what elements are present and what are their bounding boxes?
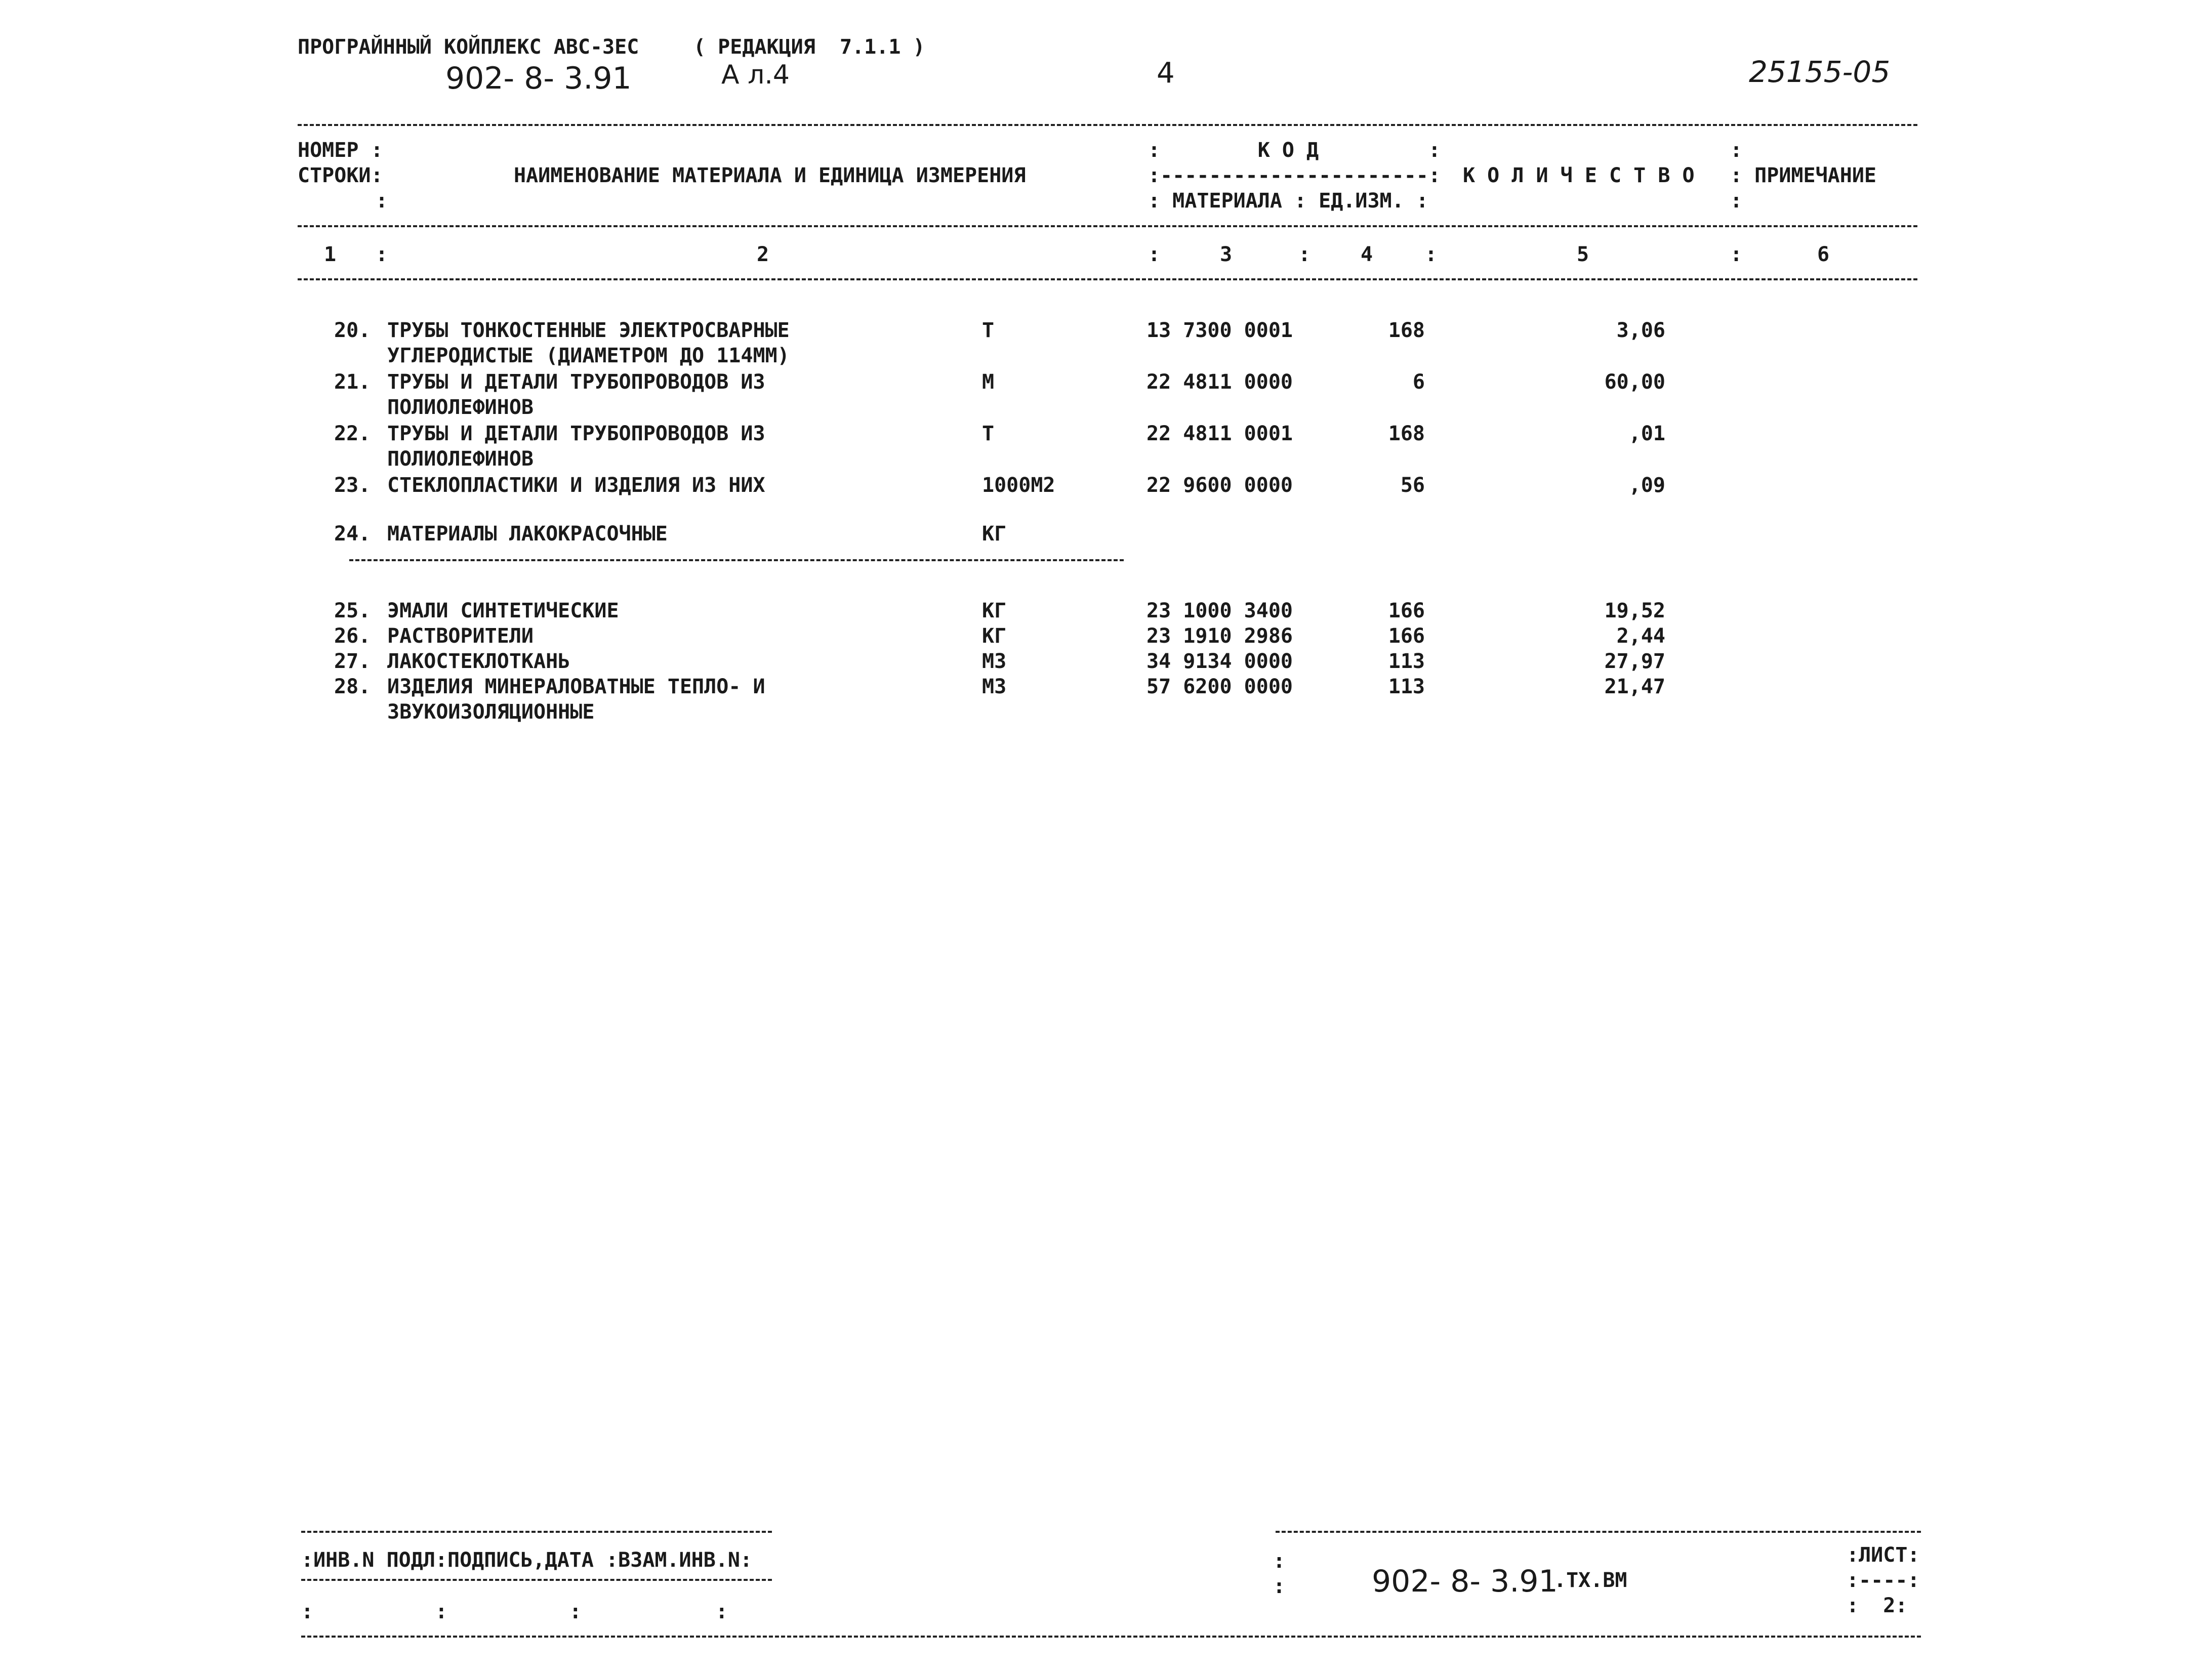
program-name: ПРОГРАЙННЫЙ КОЙПЛЕКС АВС-3ЕС — [298, 35, 639, 59]
row-quantity: 60,00 — [1604, 370, 1665, 394]
col-number-6: 6 — [1817, 243, 1830, 266]
row-material-code: 23 1000 3400 — [1146, 599, 1293, 622]
row-name: ЛАКОСТЕКЛОТКАНЬ — [387, 650, 570, 673]
col-number-sep: : — [1425, 243, 1438, 266]
row-number: 23. — [334, 474, 371, 497]
footer-divider-bottom — [301, 1636, 1921, 1638]
sheet-label: :ЛИСТ: — [1847, 1543, 1920, 1567]
sheet-separator: :----: — [1847, 1569, 1920, 1592]
group-divider — [349, 559, 1124, 561]
row-material-code: 34 9134 0000 — [1146, 650, 1293, 673]
row-number: 20. — [334, 319, 371, 342]
stamp-number-handwritten: 25155-05 — [1749, 55, 1891, 89]
col-number-5: 5 — [1577, 243, 1589, 266]
row-name-cont: ПОЛИОЛЕФИНОВ — [387, 396, 534, 419]
row-material-code: 22 4811 0000 — [1146, 370, 1293, 394]
row-number: 27. — [334, 650, 371, 673]
header-divider-3 — [298, 278, 1917, 280]
row-unit-code: 166 — [1388, 624, 1425, 648]
row-number: 25. — [334, 599, 371, 622]
row-quantity: 19,52 — [1604, 599, 1665, 622]
row-unit: КГ — [982, 599, 1007, 622]
row-unit-code: 166 — [1388, 599, 1425, 622]
row-unit-code: 168 — [1388, 319, 1425, 342]
row-quantity: ,09 — [1628, 474, 1665, 497]
col-number-sep: : — [1298, 243, 1311, 266]
row-quantity: 3,06 — [1616, 319, 1665, 342]
stamp-labels: :ИНВ.N ПОДЛ:ПОДПИСЬ,ДАТА :ВЗАМ.ИНВ.N: — [301, 1549, 753, 1572]
col-row-label-1: НОМЕР : — [298, 139, 383, 162]
row-number: 28. — [334, 675, 371, 698]
col-note-header: : ПРИМЕЧАНИЕ — [1730, 164, 1876, 187]
row-name: ЭМАЛИ СИНТЕТИЧЕСКИЕ — [387, 599, 619, 622]
doc-block-divider-top — [1276, 1531, 1921, 1533]
row-unit: М3 — [982, 650, 1007, 673]
col-name-header: НАИМЕНОВАНИЕ МАТЕРИАЛА И ЕДИНИЦА ИЗМЕРЕНИЯ — [514, 164, 1026, 187]
doc-block-sep: : — [1273, 1575, 1286, 1598]
row-unit: КГ — [982, 624, 1007, 648]
doc-block-sep: : — [1273, 1550, 1286, 1573]
row-unit: 1000М2 — [982, 474, 1055, 497]
row-quantity: 2,44 — [1616, 624, 1665, 648]
row-unit: Т — [982, 422, 995, 445]
row-number: 26. — [334, 624, 371, 648]
row-material-code: 57 6200 0000 — [1146, 675, 1293, 698]
row-name: ИЗДЕЛИЯ МИНЕРАЛОВАТНЫЕ ТЕПЛО- И — [387, 675, 765, 698]
row-unit-code: 56 — [1400, 474, 1425, 497]
col-number-3: 3 — [1220, 243, 1233, 266]
row-number: 24. — [334, 522, 371, 546]
row-unit-code: 168 — [1388, 422, 1425, 445]
program-edition: ( РЕДАКЦИЯ 7.1.1 ) — [693, 35, 925, 59]
row-name: ТРУБЫ ТОНКОСТЕННЫЕ ЭЛЕКТРОСВАРНЫЕ — [387, 319, 790, 342]
col-code-header-bottom: : МАТЕРИАЛА : ЕД.ИЗМ. : — [1148, 189, 1428, 213]
doc-code-suffix: .ТХ.ВМ — [1554, 1569, 1627, 1592]
row-unit: М3 — [982, 675, 1007, 698]
stamp-divider-mid — [301, 1579, 772, 1581]
stamp-divider-top — [301, 1531, 772, 1533]
doc-code-handwritten: 902- 8- 3.91 — [1372, 1564, 1558, 1599]
col-note-sep-1: : — [1730, 139, 1743, 162]
row-unit-code: 113 — [1388, 650, 1425, 673]
row-unit-code: 6 — [1412, 370, 1425, 394]
col-number-1: 1 — [324, 243, 337, 266]
album-handwritten: А л.4 — [721, 60, 790, 90]
stamp-empty-cells: : : : : — [301, 1600, 728, 1623]
col-quantity-header: К О Л И Ч Е С Т В О — [1463, 164, 1695, 187]
row-unit: КГ — [982, 522, 1007, 546]
row-name: МАТЕРИАЛЫ ЛАКОКРАСОЧНЫЕ — [387, 522, 668, 546]
row-name: СТЕКЛОПЛАСТИКИ И ИЗДЕЛИЯ ИЗ НИХ — [387, 474, 765, 497]
col-number-2: 2 — [757, 243, 769, 266]
col-number-4: 4 — [1361, 243, 1373, 266]
row-name: РАСТВОРИТЕЛИ — [387, 624, 534, 648]
header-divider-2 — [298, 225, 1917, 227]
row-material-code: 23 1910 2986 — [1146, 624, 1293, 648]
col-number-sep: : — [1148, 243, 1161, 266]
col-code-header-top: : К О Д : — [1148, 139, 1441, 162]
row-name-cont: ЗВУКОИЗОЛЯЦИОННЫЕ — [387, 700, 595, 724]
row-name: ТРУБЫ И ДЕТАЛИ ТРУБОПРОВОДОВ ИЗ — [387, 370, 765, 394]
row-name-cont: ПОЛИОЛЕФИНОВ — [387, 447, 534, 471]
row-unit-code: 113 — [1388, 675, 1425, 698]
col-code-header-mid: :----------------------: — [1148, 164, 1441, 187]
col-row-label-2: СТРОКИ: — [298, 164, 383, 187]
row-quantity: 21,47 — [1604, 675, 1665, 698]
row-material-code: 22 9600 0000 — [1146, 474, 1293, 497]
row-number: 21. — [334, 370, 371, 394]
row-material-code: 22 4811 0001 — [1146, 422, 1293, 445]
row-name: ТРУБЫ И ДЕТАЛИ ТРУБОПРОВОДОВ ИЗ — [387, 422, 765, 445]
row-quantity: ,01 — [1628, 422, 1665, 445]
col-note-sep-3: : — [1730, 189, 1743, 213]
row-material-code: 13 7300 0001 — [1146, 319, 1293, 342]
row-unit: Т — [982, 319, 995, 342]
project-code-handwritten: 902- 8- 3.91 — [445, 61, 632, 96]
sheet-number: : 2: — [1847, 1594, 1908, 1617]
header-divider — [298, 124, 1917, 126]
col-number-sep: : — [1730, 243, 1743, 266]
row-quantity: 27,97 — [1604, 650, 1665, 673]
row-unit: М — [982, 370, 995, 394]
row-name-cont: УГЛЕРОДИСТЫЕ (ДИАМЕТРОМ ДО 114ММ) — [387, 344, 790, 367]
page-number-handwritten: 4 — [1157, 57, 1175, 90]
col-row-label-3: : — [376, 189, 388, 213]
row-number: 22. — [334, 422, 371, 445]
col-number-sep: : — [376, 243, 388, 266]
